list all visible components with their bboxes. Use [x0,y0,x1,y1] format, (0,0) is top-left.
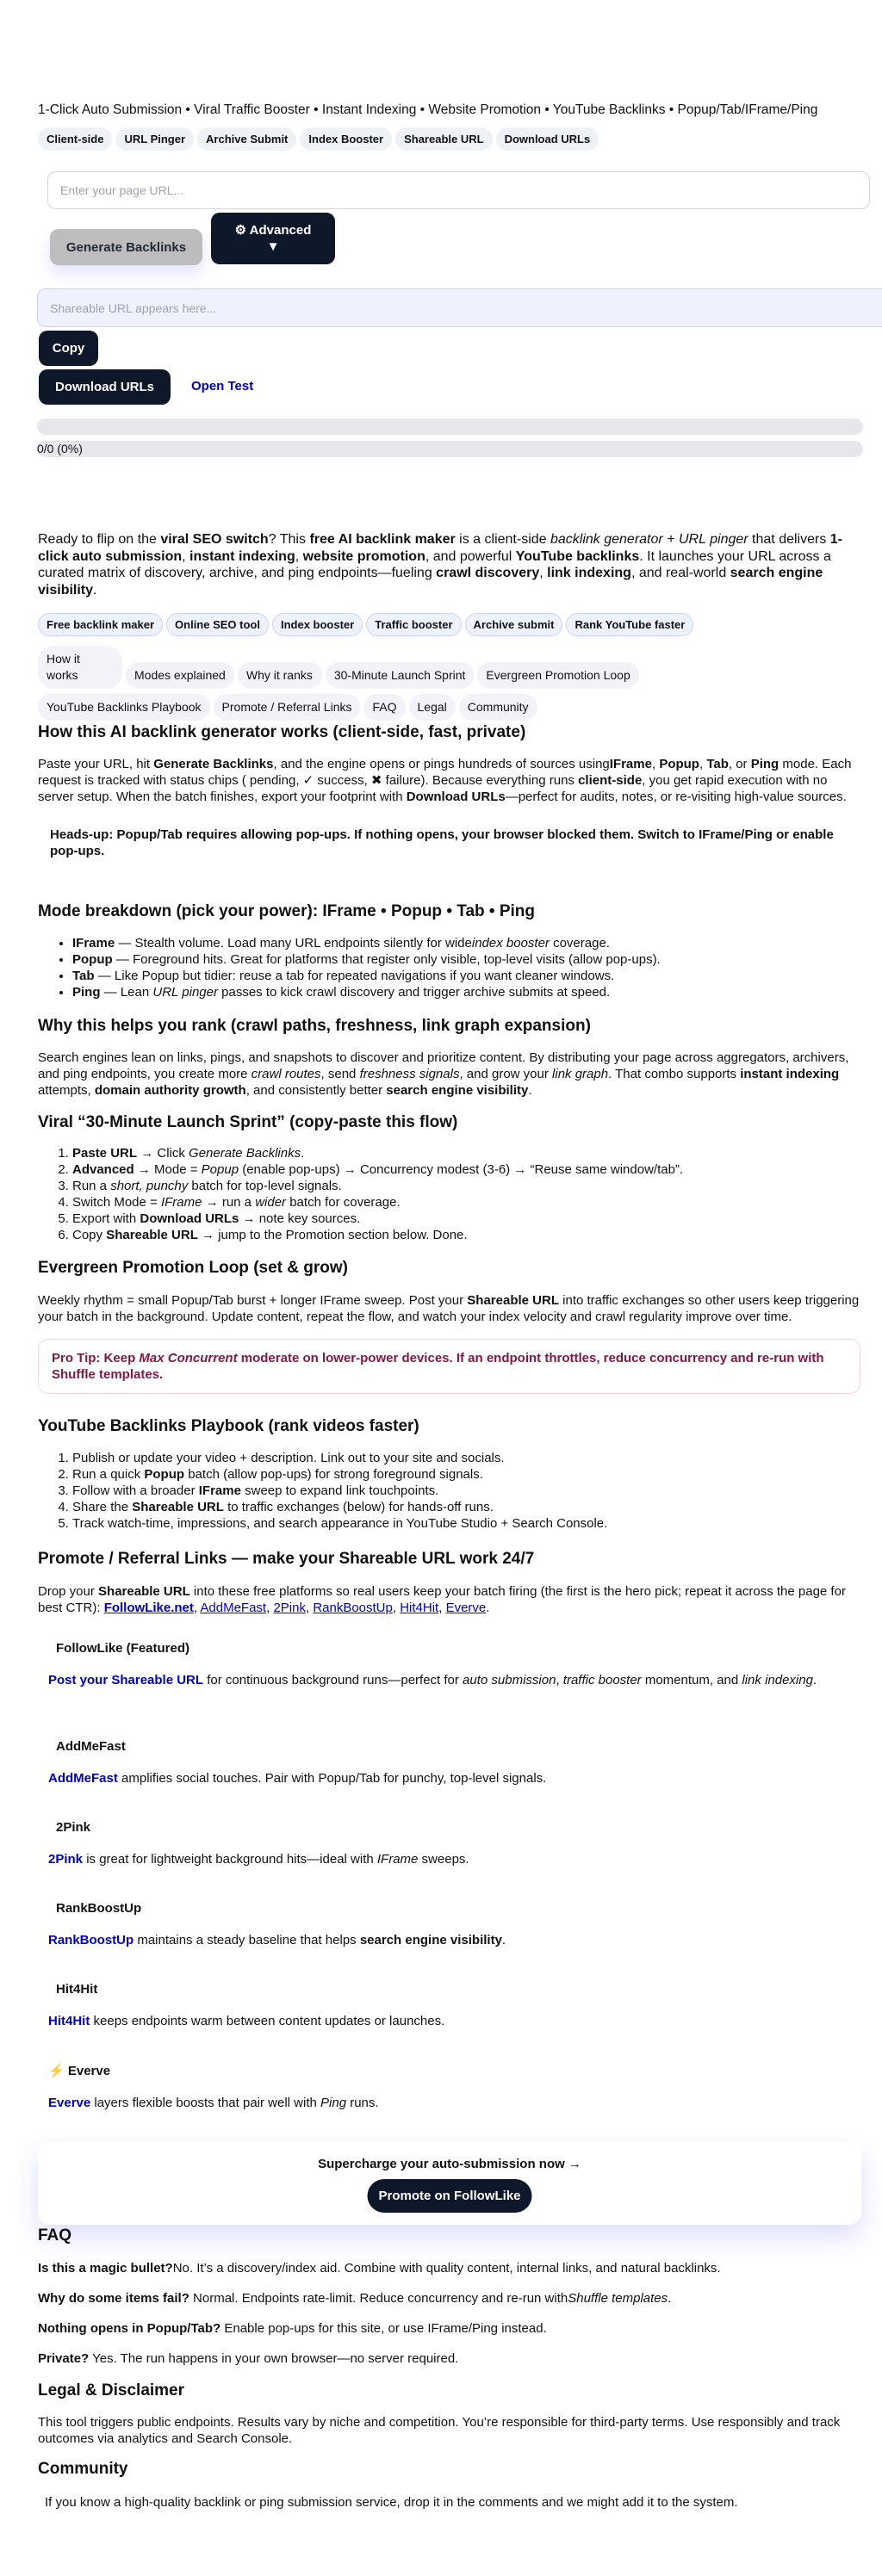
sprint-step: 6. Copy Shareable URL → jump to the Promotion section below. Done. [72,1227,860,1243]
referral-card-2pink [38,1820,860,1880]
legal-text: This tool triggers public endpoints. Results vary by niche and competition. You’re responsible for third-party terms. Use responsibly and track outcomes via analytics and Search Console. [38,2415,841,2446]
nav-legal[interactable]: Legal [409,694,456,721]
progress-bar [37,418,863,435]
chip-shareable-url: Shareable URL [395,127,492,151]
youtube-step: 2. Run a quick Popup batch (allow pop-ups) for strong foreground signals. [72,1466,860,1483]
chip-archive-submit: Archive Submit [197,127,296,151]
section-nav [38,646,693,721]
nav-community[interactable]: Community [459,694,537,721]
faq-item: Private? Yes. The run happens in your own browser—no server required. [38,2351,459,2366]
chip-client-side: Client-side [38,127,112,151]
generate-backlinks-button[interactable]: Generate Backlinks [50,229,202,265]
card-title: FollowLike (Featured) [56,1641,190,1656]
youtube-step: 3. Follow with a broader IFrame sweep to expand link touchpoints. [72,1483,860,1499]
everve-link[interactable]: Everve [445,1601,487,1615]
2pink-link[interactable]: 2Pink [273,1601,306,1615]
advanced-toggle-button[interactable] [211,213,335,264]
nav-evergreen-loop[interactable]: Evergreen Promotion Loop [477,662,638,689]
legal-section [38,2381,860,2447]
how-it-works-text: Paste your URL, hit Generate Backlinks, and the engine opens or pings hundreds of sources usingIFrame, Popup, Tab, or Ping mode. Each request is tracked with status chips ( pending, ✓ success, ✖ failure). Because everything runs client-side, you get rapid execution with no server setup. When the batch finishes, export your footprint with Download URLs—perfect for audits, notes, or re-visiting high-value sources. [38,757,852,804]
youtube-playbook-title: YouTube Backlinks Playbook (rank videos faster) [38,1417,419,1435]
progress-bar-secondary [37,441,863,457]
shareable-url-field[interactable] [37,288,882,327]
promote-title: Promote / Referral Links — make your Shareable URL work 24/7 [38,1550,535,1568]
faq-item: Nothing opens in Popup/Tab? Enable pop-ups for this site, or use IFrame/Ping instead. [38,2321,547,2336]
modes-list [38,935,860,1000]
why-rank-text: Search engines lean on links, pings, and snapshots to discover and prioritize content. By distributing your page across aggregators, archivers, and ping endpoints, you create more crawl routes, send freshness signals, and grow your link graph. That combo supports instant indexing attempts, domain authority growth, and consistently better search engine visibility. [38,1050,849,1098]
card-body: AddMeFast amplifies social touches. Pair with Popup/Tab for punchy, top-level signals. [48,1771,547,1786]
youtube-playbook-section [38,1417,860,1532]
referral-card-followlike [38,1641,860,1701]
youtube-step: 1. Publish or update your video + description. Link out to your site and socials. [72,1450,860,1466]
addmefast-link[interactable]: AddMeFast [200,1601,267,1615]
referral-card-rankboostup [38,1901,860,1961]
mode-tab: • Tab — Like Popup but tidier: reuse a tab for repeated navigations if you want cleaner windows. [72,968,860,984]
card-body: Everve layers flexible boosts that pair well with Ping runs. [48,2096,379,2110]
url-input[interactable] [47,171,870,209]
card-lead-link[interactable]: 2Pink [48,1852,84,1867]
legal-title: Legal & Disclaimer [38,2381,185,2400]
heads-up-note: Heads-up: Popup/Tab requires allowing pop-ups. If nothing opens, your browser blocked them. Switch to IFrame/Ping or enable pop-ups. [50,827,834,858]
evergreen-title: Evergreen Promotion Loop (set & grow) [38,1259,348,1277]
evergreen-section [38,1259,860,1394]
referral-card-hit4hit [38,1982,860,2042]
tagline: 1-Click Auto Submission • Viral Traffic Booster • Instant Indexing • Website Promotion • YouTube Backlinks • Popup/Tab/IFrame/Ping [38,102,818,117]
faq-title: FAQ [38,2226,72,2245]
referral-card-everve [38,2063,860,2124]
youtube-step: 5. Track watch-time, impressions, and search appearance in YouTube Studio + Search Console. [72,1515,860,1532]
advanced-label: ⚙ Advanced [234,223,312,238]
why-rank-title: Why this helps you rank (crawl paths, freshness, link graph expansion) [38,1017,591,1035]
community-title: Community [38,2460,128,2478]
evergreen-text: Weekly rhythm = small Popup/Tab burst + longer IFrame sweep. Post your Shareable URL into traffic exchanges so other users keep triggering your batch in the background. Update content, repeat the flow, and watch your index velocity and crawl regularity improve over time. [38,1293,860,1324]
faq-item: Why do some items fail? Normal. Endpoints rate-limit. Reduce concurrency and re-run withShuffle templates. [38,2291,672,2306]
promote-section [38,1550,860,1616]
faq-section [38,2226,860,2367]
launch-sprint-steps [38,1145,860,1243]
card-lead-link[interactable]: RankBoostUp [48,1933,134,1947]
promote-on-followlike-button[interactable]: Promote on FollowLike [367,2179,531,2213]
promote-intro: Drop your Shareable URL into these free platforms so real users keep your batch firing (the first is the hero pick; repeat it across the page for best CTR): FollowLike.net, AddMeFast, 2Pink, RankBoostUp, Hit4Hit, Everve. [38,1584,846,1615]
feature-chips [38,127,599,151]
download-urls-button[interactable]: Download URLs [39,369,171,405]
modes-title: Mode breakdown (pick your power): IFrame • Popup • Tab • Ping [38,902,535,920]
how-it-works-title: How this AI backlink generator works (client-side, fast, private) [38,723,526,741]
cta-text: Supercharge your auto-submission now → [318,2157,581,2171]
card-title: Hit4Hit [56,1982,98,1997]
how-it-works-section [38,723,860,859]
nav-promote-referral[interactable]: Promote / Referral Links [214,694,361,721]
sprint-step: 5. Export with Download URLs → note key sources. [72,1211,860,1227]
community-section [38,2460,860,2511]
modes-section [38,902,860,1000]
keyword-chip: Rank YouTube faster [566,613,693,636]
open-test-link[interactable]: Open Test [191,379,254,393]
keyword-chips [38,613,693,636]
chevron-down-icon: ▼ [266,239,280,254]
card-title: RankBoostUp [56,1901,142,1916]
sprint-step: 1. Paste URL → Click Generate Backlinks. [72,1145,860,1161]
mode-popup: • Popup — Foreground hits. Great for platforms that register only visible, top-level visits (allow pop-ups). [72,951,860,968]
community-text: If you know a high-quality backlink or ping submission service, drop it in the comments and we might add it to the system. [45,2495,738,2510]
card-title [38,2063,860,2078]
card-body: 2Pink is great for lightweight background hits—ideal with IFrame sweeps. [48,1852,469,1867]
copy-button[interactable]: Copy [39,331,98,366]
cta-box [38,2142,861,2225]
rankboostup-link[interactable]: RankBoostUp [313,1601,393,1615]
nav-modes-explained[interactable]: Modes explained [126,662,234,689]
launch-sprint-section [38,1113,860,1243]
card-body: RankBoostUp maintains a steady baseline that helps search engine visibility. [48,1933,506,1947]
keyword-chip: Index booster [272,613,363,636]
card-title: AddMeFast [56,1739,126,1754]
followlike-link[interactable]: FollowLike.net [103,1601,194,1615]
card-lead-link[interactable]: Everve [48,2096,91,2110]
chip-download-urls: Download URLs [496,127,599,151]
lightning-icon: ⚡ Everve [48,2064,111,2078]
hit4hit-link[interactable]: Hit4Hit [400,1601,439,1615]
card-lead-link[interactable]: Post your Shareable URL [48,1673,204,1687]
keyword-chip: Archive submit [465,613,563,636]
keyword-chip: Online SEO tool [166,613,269,636]
launch-sprint-title: Viral “30-Minute Launch Sprint” (copy-paste this flow) [38,1113,458,1131]
chip-url-pinger: URL Pinger [115,127,194,151]
youtube-step: 4. Share the Shareable URL to traffic exchanges (below) for hands-off runs. [72,1499,860,1515]
pro-tip-callout: Pro Tip: Keep Max Concurrent moderate on lower-power devices. If an endpoint throttles, reduce concurrency and re-run with Shuffle templates. [38,1339,860,1394]
mode-iframe: • IFrame — Stealth volume. Load many URL endpoints silently for wideindex booster coverage. [72,935,860,951]
keyword-chip: Traffic booster [366,613,461,636]
card-title: 2Pink [56,1820,91,1835]
sprint-step: 4. Switch Mode = IFrame → run a wider batch for coverage. [72,1194,860,1211]
nav-faq[interactable]: FAQ [363,694,405,721]
chip-index-booster: Index Booster [300,127,392,151]
card-lead-link[interactable]: Hit4Hit [48,2014,90,2028]
sprint-step: 3. Run a short, punchy batch for top-level signals. [72,1178,860,1194]
nav-why-it-ranks[interactable]: Why it ranks [238,662,322,689]
card-lead-link[interactable]: AddMeFast [48,1771,118,1786]
referral-card-addmefast [38,1739,860,1799]
progress-text: 0/0 (0%) [37,442,83,455]
nav-how-it-works[interactable]: How it works [38,646,122,689]
mode-ping: • Ping — Lean URL pinger passes to kick crawl discovery and trigger archive submits at speed. [72,984,860,1000]
card-body: Post your Shareable URL for continuous background runs—perfect for auto submission, traffic booster momentum, and link indexing. [48,1673,817,1687]
sprint-step: 2. Advanced → Mode = Popup (enable pop-ups) → Concurrency modest (3-6) → “Reuse same window/tab”. [72,1161,860,1178]
keyword-chip: Free backlink maker [38,613,163,636]
card-body: Hit4Hit keeps endpoints warm between content updates or launches. [48,2014,445,2028]
youtube-steps [38,1450,860,1532]
intro-paragraph: Ready to flip on the viral SEO switch? This free AI backlink maker is a client-side backlink generator + URL pinger that delivers 1-click auto submission, instant indexing, website promotion, and powerful YouTube backlinks. It launches your URL across a curated matrix of discovery, archive, and ping endpoints—fueling crawl discovery, link indexing, and real-world search engine visibility. [38,532,842,598]
faq-item: Is this a magic bullet?No. It’s a discovery/index aid. Combine with quality content, internal links, and natural backlinks. [38,2261,721,2276]
nav-youtube-playbook[interactable]: YouTube Backlinks Playbook [38,694,210,721]
why-rank-section [38,1017,860,1099]
nav-launch-sprint[interactable]: 30-Minute Launch Sprint [326,662,475,689]
